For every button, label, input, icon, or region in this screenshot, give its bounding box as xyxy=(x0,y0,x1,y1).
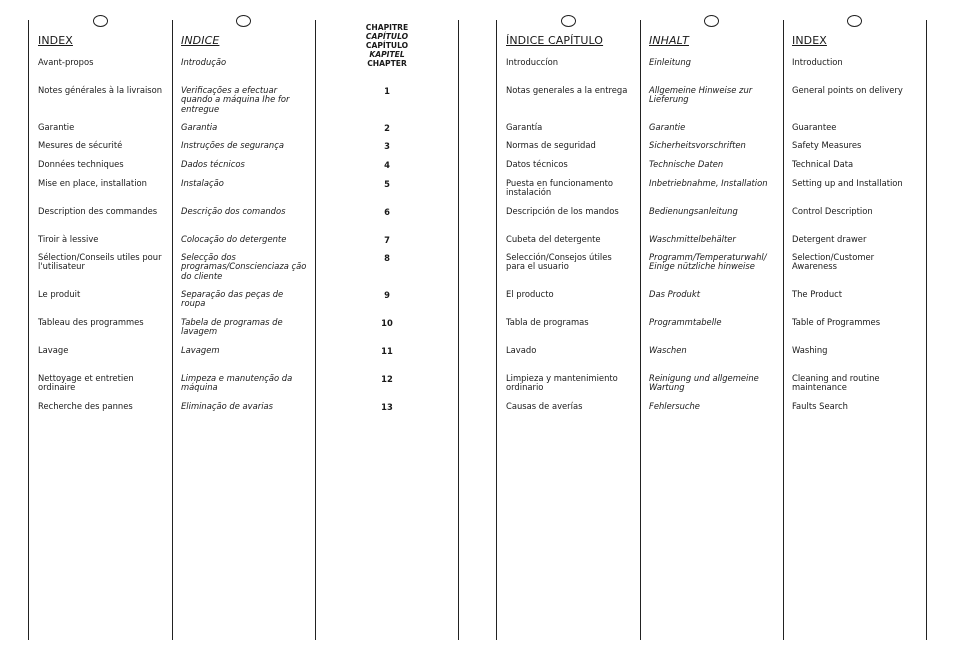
language-flag-circle-es xyxy=(561,15,576,27)
index-entry-en: Introduction xyxy=(792,57,843,67)
column-divider xyxy=(926,20,927,640)
index-entry-en: Faults Search xyxy=(792,401,848,411)
index-entry-fr: Garantie xyxy=(38,122,75,132)
chapter-number: 11 xyxy=(381,346,393,356)
language-flag-circle-fr xyxy=(93,15,108,27)
index-entry-en: Detergent drawer xyxy=(792,234,867,244)
index-entry-pt: Eliminação de avarias xyxy=(181,401,274,411)
index-entry-fr: Le produit xyxy=(38,289,81,299)
index-entry-en: Setting up and Installation xyxy=(792,178,903,188)
index-entry-pt: Introdução xyxy=(181,57,227,67)
index-entry-de: Technische Daten xyxy=(649,159,724,169)
index-entry-de: Inbetriebnahme, Installation xyxy=(649,178,768,188)
chapter-number: 10 xyxy=(381,318,393,328)
index-entry-pt: Limpeza e manutenção da máquina xyxy=(181,373,293,393)
chapter-number: 13 xyxy=(381,402,393,412)
index-entry-pt: Selecção dos programas/Conscienciaza ção do cliente xyxy=(181,252,307,281)
index-title-es: ÍNDICE CAPÍTULO xyxy=(506,34,604,47)
column-divider xyxy=(172,20,173,640)
index-entry-es: Selección/Consejos útiles para el usuario xyxy=(506,252,612,272)
chapter-number: 8 xyxy=(384,253,390,263)
index-entry-en: Guarantee xyxy=(792,122,837,132)
language-flag-circle-de xyxy=(704,15,719,27)
chapter-number: 7 xyxy=(384,235,390,245)
index-entry-pt: Instalação xyxy=(181,178,224,188)
index-entry-pt: Separação das peças de roupa xyxy=(181,289,284,309)
column-divider xyxy=(640,20,641,640)
index-entry-pt: Descrição dos comandos xyxy=(181,206,286,216)
language-flag-circle-pt xyxy=(236,15,251,27)
index-entry-es: Normas de seguridad xyxy=(506,140,596,150)
index-entry-pt: Colocação do detergente xyxy=(181,234,287,244)
index-title-en: INDEX xyxy=(792,34,827,47)
index-title-pt: INDICE xyxy=(181,34,220,47)
index-entry-fr: Notes générales à la livraison xyxy=(38,85,163,95)
chapter-header-en: CHAPTER xyxy=(367,59,407,69)
index-entry-de: Allgemeine Hinweise zur Lieferung xyxy=(649,85,753,105)
index-entry-fr: Tableau des programmes xyxy=(38,317,144,327)
index-entry-de: Reinigung und allgemeine Wartung xyxy=(649,373,759,393)
index-entry-en: Control Description xyxy=(792,206,873,216)
chapter-number: 9 xyxy=(384,290,390,300)
index-entry-en: Technical Data xyxy=(792,159,854,169)
index-entry-de: Programmtabelle xyxy=(649,317,722,327)
index-entry-es: Datos técnicos xyxy=(506,159,568,169)
index-entry-en: Selection/Customer Awareness xyxy=(792,252,875,272)
index-entry-en: The Product xyxy=(792,289,843,299)
index-entry-de: Bedienungsanleitung xyxy=(649,206,738,216)
index-entry-en: Cleaning and routine maintenance xyxy=(792,373,880,393)
index-entry-es: Descripción de los mandos xyxy=(506,206,619,216)
index-entry-fr: Données techniques xyxy=(38,159,124,169)
index-entry-pt: Verificações a efectuar quando a máquina Ihe for entregue xyxy=(181,85,290,114)
index-entry-pt: Garantia xyxy=(181,122,218,132)
index-entry-es: Notas generales a la entrega xyxy=(506,85,628,95)
chapter-number: 6 xyxy=(384,207,390,217)
index-entry-de: Das Produkt xyxy=(649,289,700,299)
index-entry-de: Sicherheitsvorschriften xyxy=(649,140,746,150)
index-entry-pt: Lavagem xyxy=(181,345,220,355)
index-entry-fr: Mise en place, installation xyxy=(38,178,147,188)
index-entry-de: Einleitung xyxy=(649,57,691,67)
index-entry-en: Safety Measures xyxy=(792,140,862,150)
chapter-header-de: KAPITEL xyxy=(369,50,405,60)
chapter-number: 1 xyxy=(384,86,390,96)
index-entry-fr: Mesures de sécurité xyxy=(38,140,123,150)
index-entry-en: Table of Programmes xyxy=(792,317,881,327)
index-entry-fr: Recherche des pannes xyxy=(38,401,133,411)
index-entry-de: Waschen xyxy=(649,345,687,355)
chapter-number: 3 xyxy=(384,141,390,151)
column-divider xyxy=(496,20,497,640)
index-entry-de: Fehlersuche xyxy=(649,401,700,411)
chapter-header xyxy=(316,23,458,68)
index-entry-es: Introduccíon xyxy=(506,57,559,67)
language-flag-circle-en xyxy=(847,15,862,27)
column-divider xyxy=(28,20,29,640)
index-entry-de: Waschmittelbehälter xyxy=(649,234,736,244)
index-entry-es: Lavado xyxy=(506,345,537,355)
index-entry-pt: Dados técnicos xyxy=(181,159,245,169)
index-entry-fr: Avant-propos xyxy=(38,57,94,67)
index-entry-es: Puesta en funcionamento instalación xyxy=(506,178,614,198)
index-title-fr: INDEX xyxy=(38,34,73,47)
index-entry-es: Tabla de programas xyxy=(506,317,589,327)
index-entry-es: Cubeta del detergente xyxy=(506,234,601,244)
column-divider xyxy=(458,20,459,640)
index-entry-es: Limpieza y mantenimiento ordinario xyxy=(506,373,618,393)
index-entry-fr: Nettoyage et entretien ordinaire xyxy=(38,373,134,393)
index-entry-fr: Tiroir à lessive xyxy=(38,234,99,244)
index-entry-es: Garantía xyxy=(506,122,543,132)
index-entry-de: Programm/Temperaturwahl/ Einige nützliche hinweise xyxy=(649,252,767,272)
chapter-number: 5 xyxy=(384,179,390,189)
index-entry-pt: Tabela de programas de lavagem xyxy=(181,317,283,337)
chapter-header-fr: CHAPITRE xyxy=(365,23,409,32)
chapter-header-pt: CAPÍTULO xyxy=(365,32,409,42)
index-entry-es: Causas de averías xyxy=(506,401,583,411)
chapter-number: 2 xyxy=(384,123,390,133)
chapter-header-es: CAPÍTULO xyxy=(365,41,409,51)
index-entry-fr: Lavage xyxy=(38,345,69,355)
index-entry-en: General points on delivery xyxy=(792,85,903,95)
index-entry-pt: Instruções de segurança xyxy=(181,140,284,150)
index-entry-es: El producto xyxy=(506,289,554,299)
column-divider xyxy=(315,20,316,640)
chapter-number: 12 xyxy=(381,374,393,384)
index-entry-en: Washing xyxy=(792,345,828,355)
index-title-de: INHALT xyxy=(649,34,689,47)
index-entry-fr: Sélection/Conseils utiles pour l'utilisateur xyxy=(38,252,162,272)
column-divider xyxy=(783,20,784,640)
index-entry-fr: Description des commandes xyxy=(38,206,158,216)
index-entry-de: Garantie xyxy=(649,122,686,132)
chapter-number: 4 xyxy=(384,160,390,170)
